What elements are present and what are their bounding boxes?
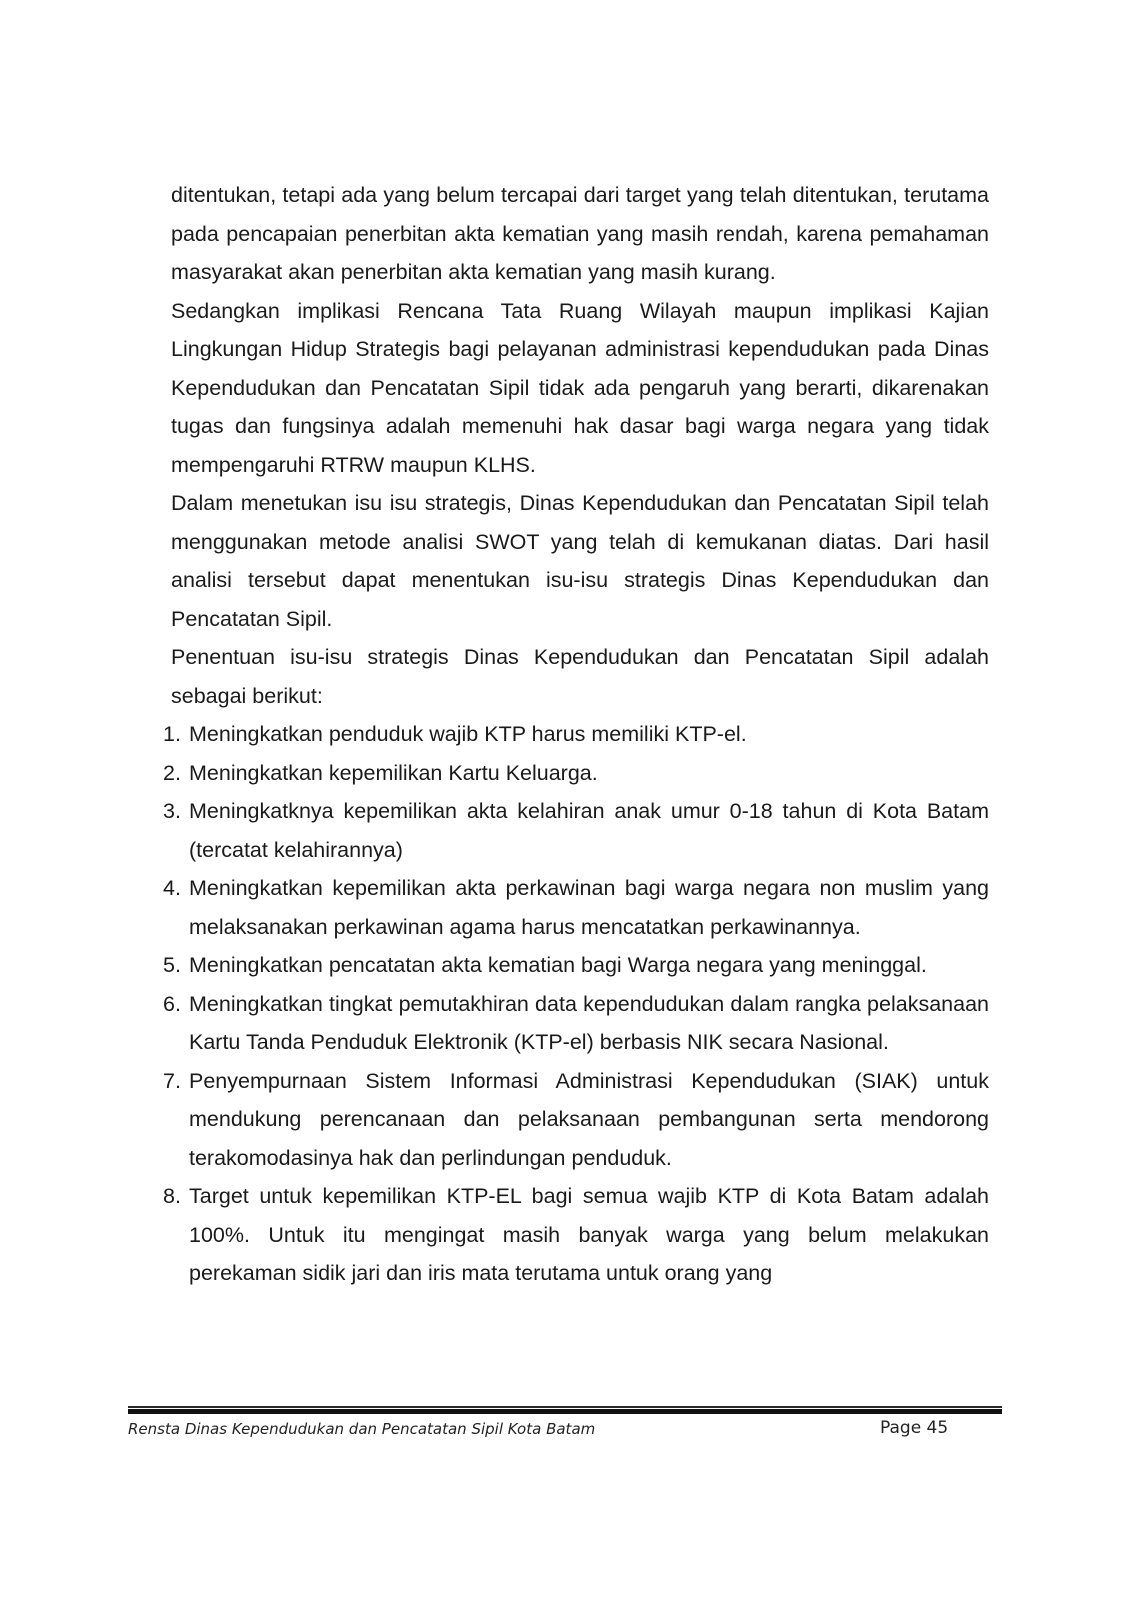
paragraph-swot: Dalam menetukan isu isu strategis, Dinas Kependudukan dan Pencatatan Sipil telah menggunakan metode analisi SWOT yang telah di kemukanan diatas. Dari hasil analisi tersebut dapat menentukan isu-isu strategis Dinas Kependudukan dan Pencatatan Sipil. — [171, 491, 989, 631]
list-item — [163, 792, 989, 869]
list-number: 5. — [163, 953, 181, 977]
list-item-text: Penyempurnaan Sistem Informasi Administrasi Kependudukan (SIAK) untuk mendukung perencanaan dan pelaksanaan pembangunan serta mendorong terakomodasinya hak dan perlindungan penduduk. — [189, 1068, 989, 1170]
list-number: 8. — [163, 1184, 181, 1208]
list-number: 6. — [163, 991, 181, 1016]
list-item — [163, 1177, 989, 1293]
list-item-text: Meningkatkan tingkat pemutakhiran data kependudukan dalam rangka pelaksanaan Kartu Tanda Penduduk Elektronik (KTP-el) berbasis NIK secara Nasional. — [189, 991, 989, 1054]
list-number: 7. — [163, 1068, 181, 1093]
list-item — [163, 985, 989, 1062]
footer-rule-thin — [128, 1406, 1002, 1408]
list-number: 2. — [163, 760, 181, 785]
page-body — [163, 176, 989, 1293]
list-item-text: Meningkatkan kepemilikan akta perkawinan bagi warga negara non muslim yang melaksanakan perkawinan agama harus mencatatkan perkawinannya. — [189, 876, 989, 939]
list-item — [163, 946, 989, 985]
strategic-issues-list — [163, 715, 989, 1293]
list-item-text: Meningkatkan pencatatan akta kematian bagi Warga negara yang meninggal. — [189, 953, 927, 977]
list-item — [163, 715, 989, 754]
list-item — [163, 1062, 989, 1178]
list-item-text: Meningkatknya kepemilikan akta kelahiran anak umur 0-18 tahun di Kota Batam (tercatat kelahirannya) — [189, 799, 989, 862]
paragraph-continuation: ditentukan, tetapi ada yang belum tercapai dari target yang telah ditentukan, terutama pada pencapaian penerbitan akta kematian yang masih rendah, karena pemahaman masyarakat akan penerbitan akta kematian yang masih kurang. — [171, 183, 989, 284]
list-number: 1. — [163, 722, 181, 746]
footer-rule-thick — [128, 1409, 1002, 1414]
footer-document-title: Rensta Dinas Kependudukan dan Pencatatan Sipil Kota Batam — [128, 1420, 596, 1438]
list-item — [163, 869, 989, 946]
list-item-text: Meningkatkan penduduk wajib KTP harus memiliki KTP-el. — [189, 722, 747, 746]
list-item — [163, 754, 989, 793]
list-item-text: Target untuk kepemilikan KTP-EL bagi semua wajib KTP di Kota Batam adalah 100%. Untuk itu mengingat masih banyak warga yang belum melakukan perekaman sidik jari dan iris mata terutama untuk orang yang — [189, 1184, 989, 1285]
paragraph-implikasi: Sedangkan implikasi Rencana Tata Ruang Wilayah maupun implikasi Kajian Lingkungan Hidup Strategis bagi pelayanan administrasi kependudukan pada Dinas Kependudukan dan Pencatatan Sipil tidak ada pengaruh yang berarti, dikarenakan tugas dan fungsinya adalah memenuhi hak dasar bagi warga negara yang tidak mempengaruhi RTRW maupun KLHS. — [171, 298, 989, 477]
list-item-text: Meningkatkan kepemilikan Kartu Keluarga. — [189, 760, 598, 785]
paragraph-penentuan: Penentuan isu-isu strategis Dinas Kependudukan dan Pencatatan Sipil adalah sebagai berikut: — [171, 645, 989, 708]
list-number: 4. — [163, 876, 181, 900]
footer-page-number: Page 45 — [880, 1418, 949, 1438]
list-number: 3. — [163, 799, 181, 823]
